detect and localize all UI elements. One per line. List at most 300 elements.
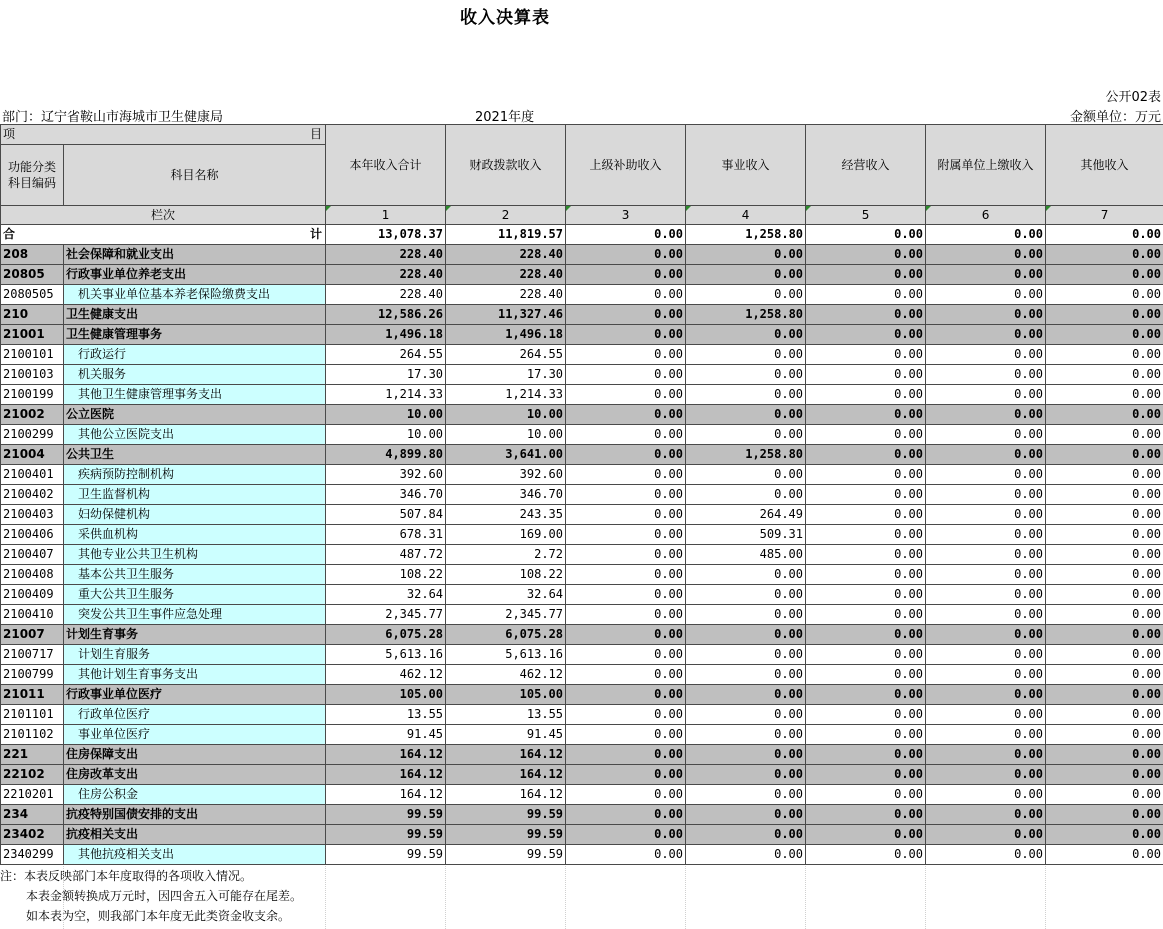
row-value: 243.35 [446,505,566,525]
row-value: 0.00 [686,625,806,645]
row-value: 32.64 [446,585,566,605]
row-value: 169.00 [446,525,566,545]
row-value: 462.12 [446,665,566,685]
row-value: 2,345.77 [446,605,566,625]
row-value: 0.00 [806,765,926,785]
total-value: 11,819.57 [446,225,566,245]
note-1: 注：本表反映部门本年度取得的各项收入情况。 [0,869,253,883]
row-name: 住房改革支出 [64,765,326,785]
row-value: 0.00 [806,725,926,745]
row-code: 23402 [1,825,64,845]
row-value: 0.00 [686,285,806,305]
row-value: 0.00 [1046,305,1163,325]
row-value: 0.00 [566,685,686,705]
row-value: 0.00 [806,465,926,485]
footnotes [0,866,302,926]
header-item-cell [1,125,326,145]
row-value: 99.59 [446,805,566,825]
row-value: 0.00 [926,805,1046,825]
row-code: 2100717 [1,645,64,665]
row-code: 2100408 [1,565,64,585]
row-value: 1,496.18 [446,325,566,345]
header-name-label: 科目名称 [64,145,326,206]
table-row [1,465,1163,485]
row-value: 0.00 [1046,325,1163,345]
row-value: 0.00 [806,545,926,565]
col-no-3: 3 [566,206,686,225]
row-value: 0.00 [686,345,806,365]
row-code: 2100402 [1,485,64,505]
grid-line [805,866,806,929]
total-value: 0.00 [1046,225,1163,245]
row-code: 2100410 [1,605,64,625]
department-label: 部门：辽宁省鞍山市海城市卫生健康局 [2,110,224,125]
table-row [1,385,1163,405]
row-code: 21004 [1,445,64,465]
table-row [1,785,1163,805]
row-value: 0.00 [926,845,1046,865]
table-row [1,625,1163,645]
header-xiang: 项 [3,127,16,141]
row-value: 0.00 [1046,625,1163,645]
row-name: 疾病预防控制机构 [64,465,326,485]
row-value: 0.00 [806,705,926,725]
grid-line [1045,866,1046,929]
col-no-7: 7 [1046,206,1163,225]
row-value: 0.00 [926,745,1046,765]
table-row [1,565,1163,585]
row-value: 0.00 [566,525,686,545]
row-code: 21001 [1,325,64,345]
row-value: 164.12 [446,745,566,765]
row-name: 计划生育事务 [64,625,326,645]
row-value: 0.00 [566,645,686,665]
row-value: 0.00 [806,845,926,865]
row-name: 基本公共卫生服务 [64,565,326,585]
row-value: 0.00 [686,765,806,785]
row-value: 487.72 [326,545,446,565]
row-value: 264.49 [686,505,806,525]
row-name: 事业单位医疗 [64,725,326,745]
row-name: 计划生育服务 [64,645,326,665]
row-value: 0.00 [566,325,686,345]
row-value: 228.40 [326,265,446,285]
table-row [1,525,1163,545]
row-value: 0.00 [1046,365,1163,385]
row-value: 392.60 [326,465,446,485]
page-title: 收入决算表 [460,8,550,28]
row-value: 99.59 [326,805,446,825]
row-value: 5,613.16 [446,645,566,665]
row-name: 住房公积金 [64,785,326,805]
row-name: 卫生健康管理事务 [64,325,326,345]
row-name: 妇幼保健机构 [64,505,326,525]
row-value: 0.00 [566,365,686,385]
row-value: 0.00 [806,665,926,685]
row-value: 0.00 [806,485,926,505]
header-mu: 目 [310,127,323,141]
row-name: 行政运行 [64,345,326,365]
row-value: 0.00 [566,465,686,485]
table-row [1,405,1163,425]
row-value: 264.55 [326,345,446,365]
col-no-5: 5 [806,206,926,225]
header-code-label: 功能分类科目编码 [1,145,64,206]
row-value: 11,327.46 [446,305,566,325]
header-col-7: 其他收入 [1046,125,1163,206]
row-value: 0.00 [926,625,1046,645]
row-value: 0.00 [1046,645,1163,665]
row-value: 462.12 [326,665,446,685]
row-value: 678.31 [326,525,446,545]
table-row [1,605,1163,625]
row-value: 0.00 [926,305,1046,325]
row-value: 0.00 [1046,745,1163,765]
row-value: 0.00 [566,845,686,865]
row-code: 208 [1,245,64,265]
row-value: 108.22 [326,565,446,585]
form-number: 公开02表 [1105,90,1161,105]
table-row [1,705,1163,725]
row-value: 0.00 [566,665,686,685]
row-value: 0.00 [926,385,1046,405]
row-value: 0.00 [686,845,806,865]
row-code: 2100101 [1,345,64,365]
row-value: 0.00 [686,745,806,765]
row-value: 1,214.33 [326,385,446,405]
table-row [1,545,1163,565]
row-value: 0.00 [806,525,926,545]
row-code: 2100403 [1,505,64,525]
row-value: 0.00 [686,405,806,425]
row-value: 0.00 [926,765,1046,785]
row-code: 2100406 [1,525,64,545]
row-code: 21002 [1,405,64,425]
row-value: 0.00 [566,545,686,565]
row-value: 0.00 [1046,725,1163,745]
row-value: 0.00 [806,745,926,765]
row-value: 5,613.16 [326,645,446,665]
row-value: 0.00 [566,285,686,305]
row-value: 0.00 [926,345,1046,365]
row-code: 21007 [1,625,64,645]
grid-line [325,866,326,929]
col-no-2: 2 [446,206,566,225]
row-value: 108.22 [446,565,566,585]
grid-line [925,866,926,929]
row-name: 住房保障支出 [64,745,326,765]
header-col-6: 附属单位上缴收入 [926,125,1046,206]
note-3: 如本表为空，则我部门本年度无此类资金收支余。 [26,909,291,923]
table-row [1,505,1163,525]
row-value: 0.00 [806,505,926,525]
row-value: 0.00 [686,485,806,505]
income-table [0,124,1163,865]
row-value: 0.00 [806,365,926,385]
row-name: 其他计划生育事务支出 [64,665,326,685]
row-value: 0.00 [566,625,686,645]
row-value: 10.00 [326,405,446,425]
row-value: 0.00 [686,685,806,705]
row-value: 164.12 [326,765,446,785]
row-value: 0.00 [806,405,926,425]
row-value: 4,899.80 [326,445,446,465]
header-col-2: 财政拨款收入 [446,125,566,206]
row-name: 行政事业单位养老支出 [64,265,326,285]
row-value: 0.00 [686,665,806,685]
table-row [1,485,1163,505]
row-value: 0.00 [926,525,1046,545]
table-row [1,845,1163,865]
row-value: 0.00 [806,245,926,265]
row-value: 105.00 [446,685,566,705]
row-value: 0.00 [566,805,686,825]
row-value: 485.00 [686,545,806,565]
row-value: 0.00 [926,705,1046,725]
table-row [1,745,1163,765]
row-value: 0.00 [806,625,926,645]
row-value: 0.00 [686,465,806,485]
row-code: 234 [1,805,64,825]
row-value: 0.00 [926,825,1046,845]
row-code: 2080505 [1,285,64,305]
total-value: 13,078.37 [326,225,446,245]
row-value: 13.55 [326,705,446,725]
row-value: 0.00 [686,245,806,265]
row-code: 2340299 [1,845,64,865]
row-value: 1,258.80 [686,445,806,465]
grid-line [565,866,566,929]
row-value: 346.70 [326,485,446,505]
row-value: 0.00 [1046,585,1163,605]
row-name: 其他卫生健康管理事务支出 [64,385,326,405]
row-value: 0.00 [566,385,686,405]
row-value: 0.00 [806,685,926,705]
row-value: 0.00 [1046,545,1163,565]
table-row [1,585,1163,605]
row-value: 0.00 [806,805,926,825]
row-value: 0.00 [686,265,806,285]
table-row [1,825,1163,845]
row-code: 2100103 [1,365,64,385]
row-code: 221 [1,745,64,765]
row-value: 264.55 [446,345,566,365]
row-value: 0.00 [1046,805,1163,825]
table-row [1,765,1163,785]
row-value: 99.59 [326,845,446,865]
row-code: 2100799 [1,665,64,685]
row-value: 0.00 [926,565,1046,585]
row-value: 6,075.28 [326,625,446,645]
row-value: 0.00 [926,325,1046,345]
row-value: 0.00 [806,585,926,605]
row-value: 0.00 [806,425,926,445]
row-value: 99.59 [446,825,566,845]
row-value: 0.00 [1046,785,1163,805]
row-value: 0.00 [686,805,806,825]
row-value: 0.00 [566,425,686,445]
row-value: 0.00 [926,425,1046,445]
header-col-3: 上级补助收入 [566,125,686,206]
row-name: 抗疫特别国债安排的支出 [64,805,326,825]
row-value: 10.00 [446,405,566,425]
row-value: 0.00 [926,785,1046,805]
row-value: 0.00 [1046,405,1163,425]
row-value: 0.00 [1046,505,1163,525]
row-value: 0.00 [806,325,926,345]
row-value: 0.00 [686,385,806,405]
row-value: 0.00 [566,785,686,805]
row-value: 0.00 [1046,385,1163,405]
row-name: 公立医院 [64,405,326,425]
row-value: 2.72 [446,545,566,565]
row-value: 0.00 [926,585,1046,605]
row-value: 0.00 [1046,345,1163,365]
row-value: 6,075.28 [446,625,566,645]
row-value: 0.00 [566,705,686,725]
row-value: 0.00 [686,725,806,745]
row-value: 164.12 [446,765,566,785]
row-name: 行政事业单位医疗 [64,685,326,705]
table-row [1,345,1163,365]
row-value: 0.00 [806,385,926,405]
row-value: 164.12 [446,785,566,805]
row-value: 0.00 [566,245,686,265]
row-name: 突发公共卫生事件应急处理 [64,605,326,625]
row-value: 17.30 [446,365,566,385]
row-value: 228.40 [326,245,446,265]
table-row [1,305,1163,325]
row-value: 0.00 [686,325,806,345]
row-value: 0.00 [566,305,686,325]
note-2: 本表金额转换成万元时，因四舍五入可能存在尾差。 [26,889,303,903]
total-value: 0.00 [926,225,1046,245]
row-value: 0.00 [566,445,686,465]
row-value: 0.00 [566,565,686,585]
row-code: 2210201 [1,785,64,805]
row-value: 0.00 [806,305,926,325]
row-value: 0.00 [926,465,1046,485]
row-name: 行政单位医疗 [64,705,326,725]
row-name: 其他专业公共卫生机构 [64,545,326,565]
row-code: 22102 [1,765,64,785]
row-value: 228.40 [446,285,566,305]
row-name: 机关事业单位基本养老保险缴费支出 [64,285,326,305]
row-name: 公共卫生 [64,445,326,465]
row-value: 0.00 [806,345,926,365]
table-row [1,665,1163,685]
row-value: 0.00 [566,605,686,625]
row-value: 17.30 [326,365,446,385]
row-value: 0.00 [926,545,1046,565]
column-number-row [1,206,1163,225]
row-value: 0.00 [926,445,1046,465]
row-code: 20805 [1,265,64,285]
header-row-item [1,125,1163,145]
row-value: 0.00 [1046,245,1163,265]
fiscal-year: 2021年度 [475,110,535,125]
currency-unit: 金额单位：万元 [1069,110,1161,125]
row-name: 重大公共卫生服务 [64,585,326,605]
row-value: 2,345.77 [326,605,446,625]
row-value: 0.00 [806,785,926,805]
row-value: 0.00 [566,405,686,425]
row-value: 0.00 [566,725,686,745]
row-value: 228.40 [446,265,566,285]
row-value: 0.00 [806,645,926,665]
row-value: 12,586.26 [326,305,446,325]
row-value: 0.00 [686,425,806,445]
row-value: 0.00 [926,665,1046,685]
table-row [1,365,1163,385]
row-value: 0.00 [1046,845,1163,865]
table-row [1,445,1163,465]
row-value: 0.00 [1046,485,1163,505]
row-name: 采供血机构 [64,525,326,545]
row-value: 0.00 [686,365,806,385]
row-value: 10.00 [446,425,566,445]
grid-line [63,866,64,929]
row-value: 10.00 [326,425,446,445]
grid-line [445,866,446,929]
row-name: 机关服务 [64,365,326,385]
row-value: 99.59 [446,845,566,865]
header-col-4: 事业收入 [686,125,806,206]
row-value: 0.00 [1046,565,1163,585]
row-value: 0.00 [566,265,686,285]
row-value: 0.00 [926,645,1046,665]
row-value: 0.00 [1046,705,1163,725]
col-no-4: 4 [686,206,806,225]
col-no-1: 1 [326,206,446,225]
row-value: 0.00 [1046,685,1163,705]
col-no-6: 6 [926,206,1046,225]
table-row [1,245,1163,265]
table-row [1,285,1163,305]
table-row [1,325,1163,345]
row-value: 0.00 [686,785,806,805]
row-value: 0.00 [926,505,1046,525]
row-value: 0.00 [926,245,1046,265]
col-no-label: 栏次 [1,206,326,225]
row-value: 164.12 [326,745,446,765]
row-value: 0.00 [686,585,806,605]
row-value: 164.12 [326,785,446,805]
row-value: 0.00 [566,745,686,765]
row-name: 其他公立医院支出 [64,425,326,445]
table-row [1,265,1163,285]
row-code: 2101102 [1,725,64,745]
row-value: 0.00 [926,265,1046,285]
row-value: 0.00 [806,605,926,625]
row-value: 0.00 [1046,665,1163,685]
total-value: 1,258.80 [686,225,806,245]
row-code: 2100409 [1,585,64,605]
row-value: 0.00 [806,565,926,585]
row-value: 392.60 [446,465,566,485]
row-value: 0.00 [926,685,1046,705]
row-value: 0.00 [1046,465,1163,485]
header-col-1: 本年收入合计 [326,125,446,206]
row-value: 0.00 [1046,425,1163,445]
row-value: 0.00 [1046,825,1163,845]
row-value: 0.00 [686,645,806,665]
row-code: 2100401 [1,465,64,485]
row-value: 0.00 [686,825,806,845]
row-name: 社会保障和就业支出 [64,245,326,265]
row-code: 2100407 [1,545,64,565]
row-value: 0.00 [566,585,686,605]
